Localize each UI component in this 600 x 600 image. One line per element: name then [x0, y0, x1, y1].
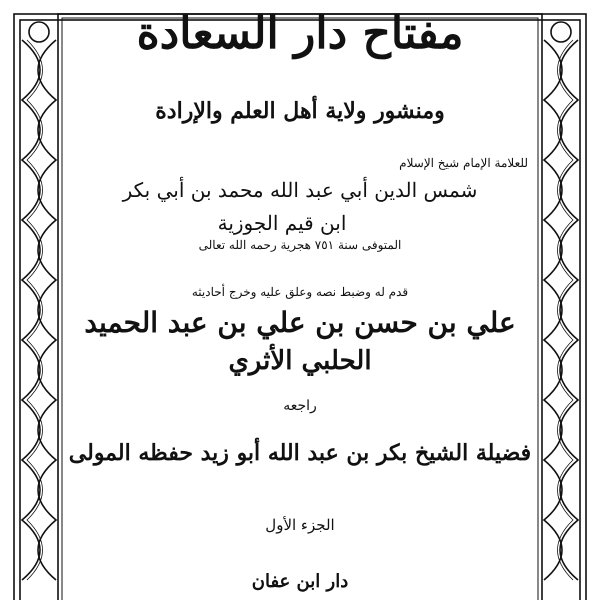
- editor-nisba: الحلبي الأثري: [228, 346, 372, 376]
- author-intro: للعلامة الإمام شيخ الإسلام: [399, 156, 528, 170]
- editor-name: علي بن حسن بن علي بن عبد الحميد: [84, 306, 516, 339]
- editor-intro: قدم له وضبط نصه وعلق عليه وخرج أحاديثه: [191, 285, 409, 299]
- author-death: المتوفى سنة ٧٥١ هجرية رحمه الله تعالى: [198, 238, 402, 252]
- book-subtitle: ومنشور ولاية أهل العلم والإرادة: [155, 98, 445, 124]
- publisher-name: دار ابن عفان: [251, 571, 349, 592]
- title-page-text: [62, 0, 538, 600]
- reviewed-label: راجعه: [283, 398, 317, 414]
- book-title: مفتاح دار السعادة: [136, 8, 464, 59]
- reviewer-name: فضيلة الشيخ بكر بن عبد الله أبو زيد حفظه المولى: [68, 440, 532, 466]
- author-name: شمس الدين أبي عبد الله محمد بن أبي بكر: [122, 178, 478, 202]
- volume-label: الجزء الأول: [265, 516, 335, 534]
- author-nisba: ابن قيم الجوزية: [217, 211, 347, 235]
